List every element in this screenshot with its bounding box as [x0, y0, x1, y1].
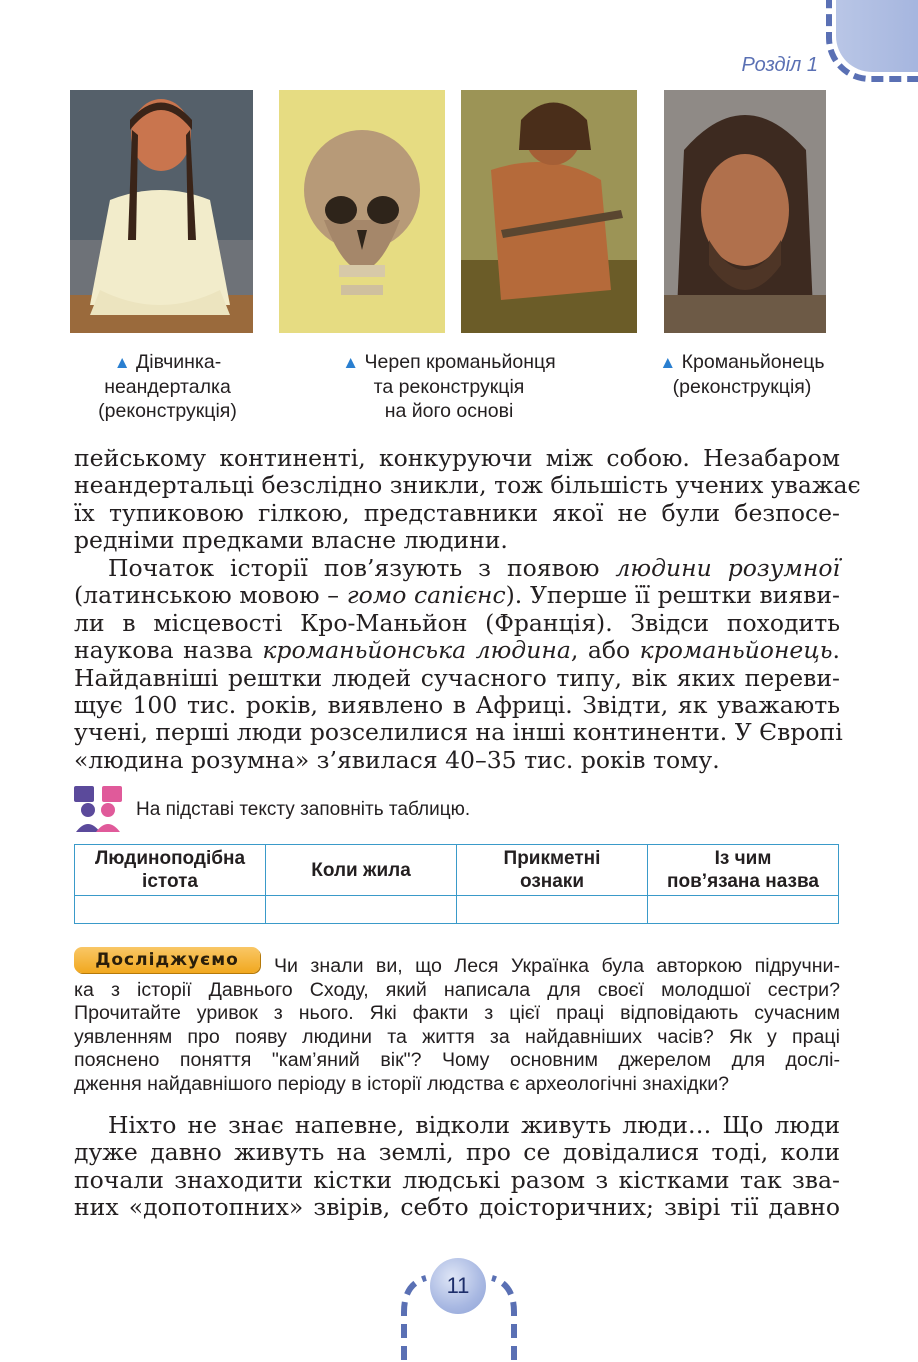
- chapter-tab-border: [826, 0, 918, 82]
- paragraph-neanderthals: пейському континенті, конкуруючи між собою. Незабаром неандертальці безслідно зникли, тож більшість учених уважає їх тупиковою гілкою, представники якої не були безпосе- редніми предками власне людини.: [74, 444, 861, 555]
- caption-neanderthal-girl: ▲ Дівчинка- неандерталка (реконструкція): [98, 351, 237, 422]
- photo-cromagnon-painting: [461, 90, 637, 333]
- quote-lesya-ukrainka: Ніхто не знає напевне, відколи живуть люди… Що люди дуже давно живуть на землі, про се довідалися тоді, коли почали знаходити кістки людські разом з кістками так зва- них «допотопних» звірів, себто доісторичних; звірі тії давно: [74, 1111, 840, 1222]
- table-cell[interactable]: [75, 896, 266, 924]
- paragraph-homo-sapiens: Початок історії пов’язують з появою людини розумної (латинською мовою – гомо сапієнс). Уперше її рештки вияви- ли в місцевості Кро-Маньйон (Франція). Звідси походить наукова назва кроманьйонська людина, або кроманьйонець. Найдавніші рештки людей сучасного типу, вік яких переви- щує 100 тис. років, виявлено в Африці. Звідти, як уважають учені, перші люди розселилися на інші континенти. У Європі «людина розумна» з’явилася 40–35 тис. років тому.: [74, 554, 843, 774]
- table-header-features: Прикметні ознаки: [457, 845, 648, 896]
- photo-neanderthal-girl: [70, 90, 253, 333]
- page-number: 11: [430, 1258, 486, 1314]
- explore-badge: Досліджуємо: [74, 947, 260, 973]
- table-header-creature: Людиноподібна істота: [75, 845, 266, 896]
- table-cell[interactable]: [648, 896, 839, 924]
- explore-block: Чи знали ви, що Леся Українка була авторкою підручни- ка з історії Давнього Сходу, який написала для своєї молодшої сестри? Прочитайте уривок з нього. Які факти з цієї праці відповідають сучасним уявленням про появу людини та життя за найдавніших часів? Як у праці пояснено поняття "кам’яний вік"? Чому основним джерелом для дослі- дження найдавнішого періоду в історії людства є археологічні знахідки?: [74, 955, 840, 1095]
- task-instruction: На підставі тексту заповніть таблицю.: [136, 799, 471, 820]
- group-task-icon: [74, 786, 124, 834]
- caption-skull: ▲ Череп кроманьйонця та реконструкція на його основі: [342, 351, 556, 422]
- photo-cromagnon-skull: [279, 90, 445, 333]
- table-header-name-origin: Із чим пов’язана назва: [648, 845, 839, 896]
- table-cell[interactable]: [457, 896, 648, 924]
- chapter-label: Розділ 1: [741, 54, 818, 76]
- table-cell[interactable]: [266, 896, 457, 924]
- caption-cromagnon: ▲ Кроманьйонець (реконструкція): [659, 351, 825, 398]
- triangle-icon: ▲: [659, 353, 677, 372]
- photo-cromagnon-face: [664, 90, 826, 333]
- fill-in-table: [74, 844, 839, 924]
- triangle-icon: ▲: [113, 353, 131, 372]
- table-header-when: Коли жила: [266, 845, 457, 896]
- triangle-icon: ▲: [342, 353, 360, 372]
